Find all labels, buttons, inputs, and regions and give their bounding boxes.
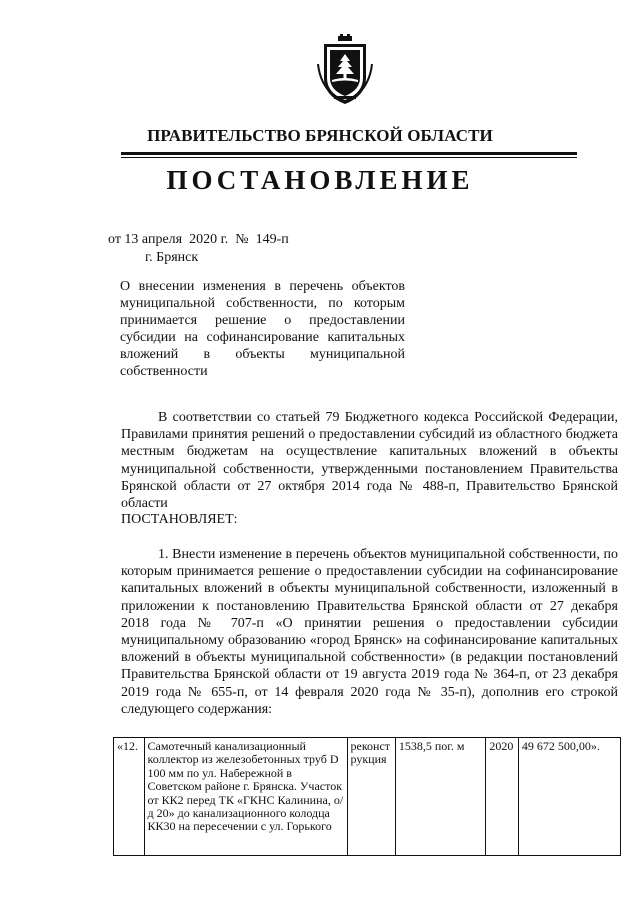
document-subject: О внесении изменения в перечень объектов муниципальной собственности, по которым принимается решение о предоставлении субсидии на софинансирование капитальных вложений в объекты муниципальной собственности (120, 279, 405, 379)
header-rule-thick (121, 152, 577, 155)
preamble-paragraph: В соответствии со статьей 79 Бюджетного кодекса Российской Федерации, Правилами принятия решений о предоставлении субсидий из областного бюджета местным бюджетам на осуществление капитальных вложений в объекты муниципальной собственности, утвержденными постановлением Правительства Брянской области от 27 октября 2014 года № 488-п, Правительство Брянской области (121, 410, 618, 512)
amount-cell: 49 672 500,00». (518, 738, 620, 856)
organization-title: ПРАВИТЕЛЬСТВО БРЯНСКОЙ ОБЛАСТИ (147, 126, 493, 145)
object-list-table (113, 737, 621, 856)
document-city: г. Брянск (145, 250, 199, 265)
table-row (114, 738, 621, 856)
object-name-cell: Самотечный канализационный коллектор из железобетонных труб D 100 мм по ул. Набережной в Советском районе г. Брянска. Участок от КК2 перед ТК «ГКНС Калинина, о/д 20» до канализационного колодца КК30 на пересечении с ул. Горького (144, 738, 347, 856)
decision-paragraph-1: 1. Внести изменение в перечень объектов муниципальной собственности, по которым принимается решение о предоставлении субсидии на софинансирование капитальных вложений в объекты муниципальной собственности, изложенный в приложении к постановлению Правительства Брянской области от 27 декабря 2018 года № 707-п «О принятии решения о предоставлении субсидии муниципальному образованию «город Брянск» на софинансирование капитальных вложений в объекты муниципальной собственности» (в редакции постановлений Правительства Брянской области от 19 августа 2019 года № 364-п, от 23 декабря 2019 года № 655-п, от 14 февраля 2020 года № 35-п), дополнив его строкой следующего содержания: (121, 547, 618, 717)
coat-of-arms-icon (314, 34, 376, 106)
capacity-cell: 1538,5 пог. м (395, 738, 485, 856)
header-rule-thin (121, 157, 577, 158)
row-number-cell: «12. (114, 738, 145, 856)
work-type-cell: реконструкция (347, 738, 395, 856)
year-cell: 2020 (486, 738, 519, 856)
document-type-heading: ПОСТАНОВЛЕНИЕ (166, 165, 474, 195)
decree-word: ПОСТАНОВЛЯЕТ: (121, 512, 238, 527)
document-date-number: от 13 апреля 2020 г. № 149-п (108, 232, 289, 247)
